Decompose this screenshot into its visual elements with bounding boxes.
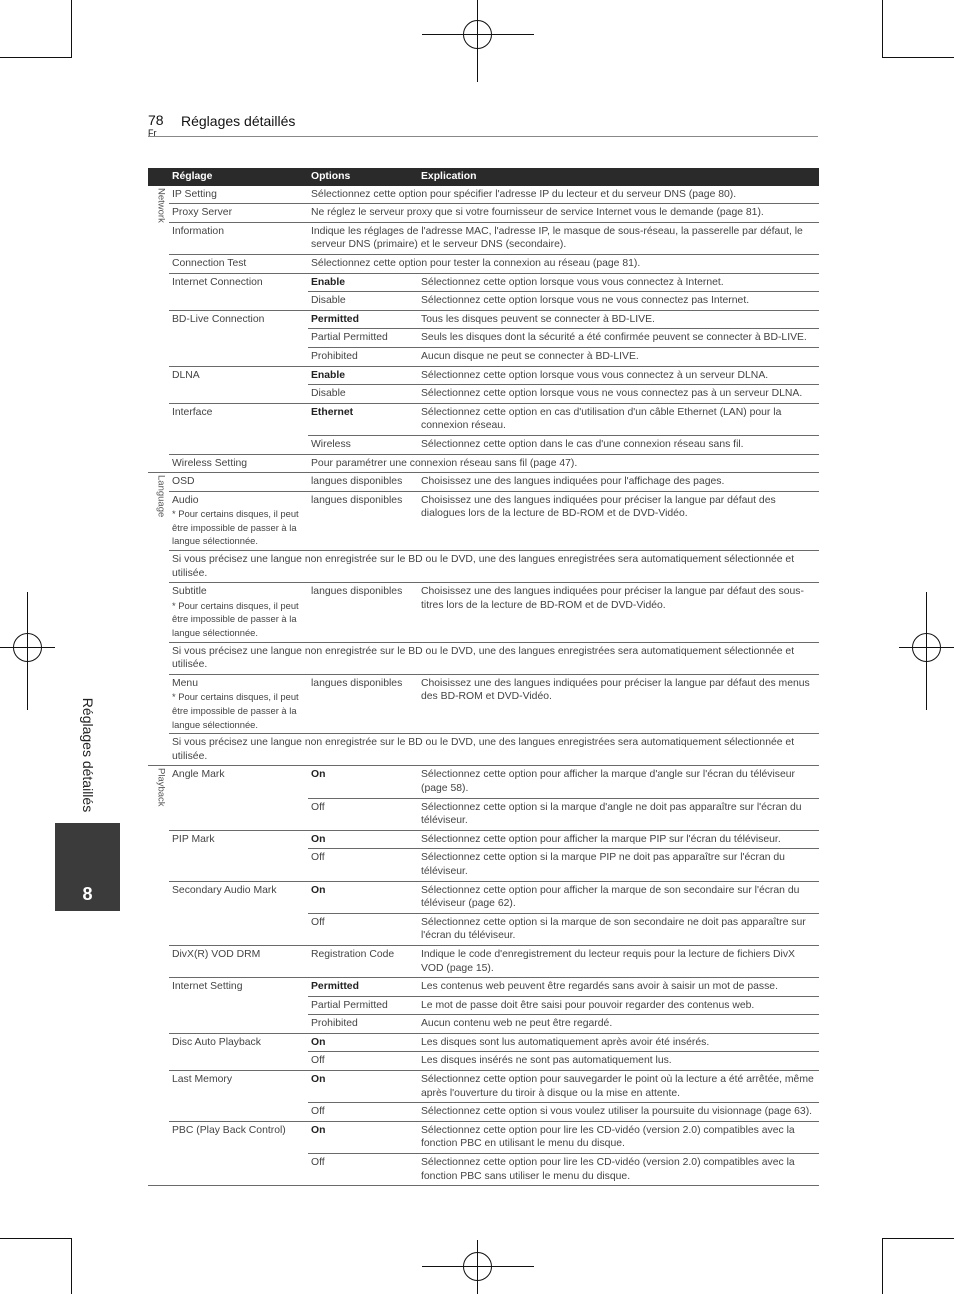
option: Permitted [308,310,418,329]
explanation: Tous les disques peuvent se connecter à BD-LIVE. [418,310,819,329]
option: langues disponibles [308,491,418,550]
setting-cell [169,491,308,550]
explanation: Aucun contenu web ne peut être regardé. [418,1015,819,1034]
settings-table-wrapper [148,168,819,1186]
option: Disable [308,292,418,311]
setting-cell [169,583,308,642]
table-row [148,254,819,273]
explanation: Les disques sont lus automatiquement après avoir été insérés. [418,1033,819,1052]
explanation: Sélectionnez cette option pour lire les CD-vidéo (version 2.0) compatibles avec la fonction PBC en utilisant le menu du disque. [418,1121,819,1153]
explanation: Choisissez une des langues indiquées pour préciser la langue par défaut des menus des BD-ROM et DVD-Vidéo. [418,674,819,733]
option: Partial Permitted [308,329,418,348]
table-row [148,551,819,583]
table-row [148,881,819,913]
option: Enable [308,366,418,385]
explanation: Sélectionnez cette option pour sauvegarder le point où la lecture a été arrêtée, même après l'ouverture du tiroir à disque ou la mise en attente. [418,1071,819,1103]
note-row: Si vous précisez une langue non enregistrée sur le BD ou le DVD, une des langues enregistrées sera automatiquement sélectionnée et utilisée. [169,642,819,674]
chapter-number: 8 [82,884,93,904]
explanation: Aucun disque ne peut se connecter à BD-LIVE. [418,347,819,366]
option: langues disponibles [308,674,418,733]
option: Enable [308,273,418,292]
table-row [148,674,819,733]
explanation: Sélectionnez cette option pour afficher la marque d'angle sur l'écran du téléviseur (page 58). [418,766,819,798]
group-label: Language [155,475,167,518]
table-header-row [148,168,819,186]
setting-cell [169,674,308,733]
explanation: Sélectionnez cette option si la marque PIP ne doit pas apparaître sur l'écran du téléviseur. [418,849,819,881]
option: On [308,1033,418,1052]
page-header [148,112,818,137]
explanation: Sélectionnez cette option si la marque de son secondaire ne doit pas apparaître sur l'écran du téléviseur. [418,913,819,945]
option: Prohibited [308,347,418,366]
page-language: Fr [148,128,157,138]
option: Off [308,1154,418,1186]
table-row [148,454,819,473]
explanation: Indique les réglages de l'adresse MAC, l'adresse IP, le masque de sous-réseau, la passerelle par défaut, le serveur DNS (primaire) et le serveur DNS (secondaire). [308,222,819,254]
group-language [148,473,169,766]
explanation: Ne réglez le serveur proxy que si votre fournisseur de service Internet vous le demande (page 81). [308,204,819,223]
explanation: Sélectionnez cette option en cas d'utilisation d'un câble Ethernet (LAN) pour la connexion réseau. [418,403,819,435]
setting-name: IP Setting [169,186,308,204]
option: langues disponibles [308,473,418,492]
option: On [308,881,418,913]
option: Off [308,1052,418,1071]
option: On [308,766,418,798]
explanation: Sélectionnez cette option si vous voulez utiliser la poursuite du visionnage (page 63). [418,1103,819,1122]
table-row [148,491,819,550]
setting-name: DivX(R) VOD DRM [169,945,308,977]
setting-name: Menu [172,677,198,689]
explanation: Sélectionnez cette option dans le cas d'une connexion réseau sans fil. [418,435,819,454]
group-label: Playback [155,768,167,807]
setting-name: Angle Mark [169,766,308,830]
option: Off [308,798,418,830]
setting-name: OSD [169,473,308,492]
setting-note: * Pour certains disques, il peut être impossible de passer à la langue sélectionnée. [172,691,299,730]
setting-name: Proxy Server [169,204,308,223]
group-label: Network [155,187,167,223]
explanation: Choisissez une des langues indiquées pour l'affichage des pages. [418,473,819,492]
explanation: Sélectionnez cette option si la marque d'angle ne doit pas apparaître sur l'écran du téléviseur. [418,798,819,830]
table-row [148,642,819,674]
table-row [148,766,819,798]
header-explication: Explication [418,168,819,186]
explanation: Sélectionnez cette option pour afficher la marque de son secondaire sur l'écran du téléviseur (page 62). [418,881,819,913]
explanation: Pour paramétrer une connexion réseau sans fil (page 47). [308,454,819,473]
table-row [148,734,819,766]
explanation: Les disques insérés ne sont pas automatiquement lus. [418,1052,819,1071]
setting-name: BD-Live Connection [169,310,308,366]
explanation: Les contenus web peuvent être regardés sans avoir à saisir un mot de passe. [418,978,819,997]
option: Off [308,1103,418,1122]
table-row [148,204,819,223]
table-row [148,945,819,977]
page-number: 78 [148,112,164,128]
explanation: Sélectionnez cette option lorsque vous vous connectez à Internet. [418,273,819,292]
table-row [148,473,819,492]
option: langues disponibles [308,583,418,642]
option: On [308,830,418,849]
explanation: Choisissez une des langues indiquées pour préciser la langue par défaut des sous-titres lors de la lecture de BD-ROM et de DVD-Vidéo. [418,583,819,642]
option: Partial Permitted [308,996,418,1015]
setting-name: PIP Mark [169,830,308,881]
table-row [148,978,819,997]
setting-name: Internet Setting [169,978,308,1034]
setting-name: Interface [169,403,308,454]
explanation: Indique le code d'enregistrement du lecteur requis pour la lecture de fichiers DivX VOD (page 15). [418,945,819,977]
option: On [308,1071,418,1103]
setting-note: * Pour certains disques, il peut être impossible de passer à la langue sélectionnée. [172,599,299,639]
table-row [148,403,819,435]
note-row: Si vous précisez une langue non enregistrée sur le BD ou le DVD, une des langues enregistrées sera automatiquement sélectionnée et utilisée. [169,551,819,583]
table-row [148,222,819,254]
header-options: Options [308,168,418,186]
table-row [148,186,819,204]
setting-name: Connection Test [169,254,308,273]
explanation: Sélectionnez cette option pour spécifier l'adresse IP du lecteur et du serveur DNS (page 80). [308,186,819,204]
table-row [148,830,819,849]
group-playback [148,766,169,1186]
explanation: Sélectionnez cette option pour afficher la marque PIP sur l'écran du téléviseur. [418,830,819,849]
setting-name: DLNA [169,366,308,403]
setting-name: Secondary Audio Mark [169,881,308,945]
option: On [308,1121,418,1153]
option: Wireless [308,435,418,454]
setting-note: * Pour certains disques, il peut être impossible de passer à la langue sélectionnée. [172,508,299,547]
settings-table [148,168,819,1186]
table-row [148,1033,819,1052]
table-row [148,310,819,329]
setting-name: Subtitle [172,586,207,598]
table-row [148,1121,819,1153]
explanation: Sélectionnez cette option pour lire les CD-vidéo (version 2.0) compatibles avec la fonction PBC sans utiliser le menu du disque. [418,1154,819,1186]
explanation: Seuls les disques dont la sécurité a été confirmée peuvent se connecter à BD-LIVE. [418,329,819,348]
setting-name: Internet Connection [169,273,308,310]
table-row [148,273,819,292]
side-title: Réglages détaillés [80,697,96,813]
option: Prohibited [308,1015,418,1034]
explanation: Sélectionnez cette option lorsque vous vous connectez à un serveur DLNA. [418,366,819,385]
table-row [148,583,819,642]
option: Off [308,913,418,945]
group-network [148,186,169,473]
setting-name: Disc Auto Playback [169,1033,308,1070]
setting-name: Audio [172,494,199,506]
setting-name: Information [169,222,308,254]
explanation: Sélectionnez cette option lorsque vous ne vous connectez pas Internet. [418,292,819,311]
option: Permitted [308,978,418,997]
header-reglage: Réglage [169,168,308,186]
option: Disable [308,385,418,404]
explanation: Choisissez une des langues indiquées pour préciser la langue par défaut des dialogues lors de la lecture de BD-ROM et de DVD-Vidéo. [418,491,819,550]
table-row [148,366,819,385]
option: Registration Code [308,945,418,977]
setting-name: PBC (Play Back Control) [169,1121,308,1185]
explanation: Le mot de passe doit être saisi pour pouvoir regarder des contenus web. [418,996,819,1015]
table-row [148,1071,819,1103]
option: Off [308,849,418,881]
explanation: Sélectionnez cette option lorsque vous ne vous connectez pas à un serveur DLNA. [418,385,819,404]
chapter-tab [55,823,120,911]
explanation: Sélectionnez cette option pour tester la connexion au réseau (page 81). [308,254,819,273]
page-title: Réglages détaillés [181,113,296,129]
header-spacer [148,168,169,186]
note-row: Si vous précisez une langue non enregistrée sur le BD ou le DVD, une des langues enregistrées sera automatiquement sélectionnée et utilisée. [169,734,819,766]
setting-name: Last Memory [169,1071,308,1122]
option: Ethernet [308,403,418,435]
setting-name: Wireless Setting [169,454,308,473]
